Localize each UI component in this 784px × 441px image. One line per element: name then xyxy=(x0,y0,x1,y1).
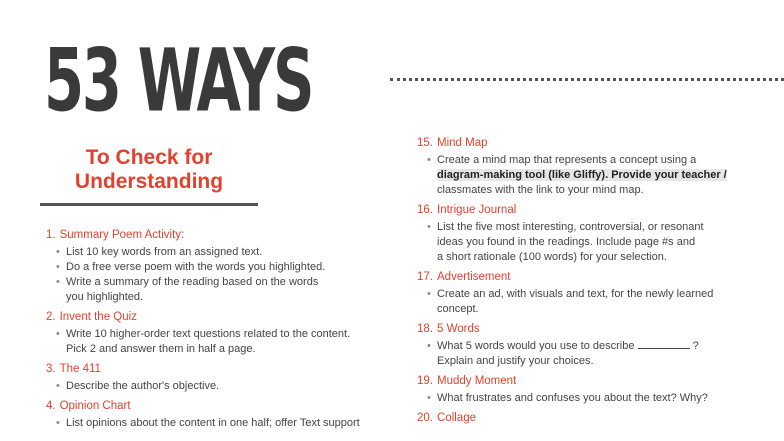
strategy-section xyxy=(417,203,757,265)
list-item xyxy=(46,327,386,357)
item-text: List 10 key words from an assigned text. xyxy=(66,246,263,258)
item-text: Create a mind map that represents a concept using a xyxy=(437,154,697,166)
item-text: Explain and justify your choices. xyxy=(437,355,594,367)
list-item xyxy=(417,287,757,317)
section-title: Intrigue Journal xyxy=(437,204,517,216)
list-item xyxy=(46,275,386,305)
section-heading xyxy=(417,136,757,151)
section-number: 1. xyxy=(46,229,56,241)
bullet-list xyxy=(46,327,386,357)
dotted-divider xyxy=(390,78,784,81)
item-text: ideas you found in the readings. Include page #s and xyxy=(437,236,696,248)
left-column xyxy=(46,228,386,436)
section-number: 2. xyxy=(46,311,56,323)
list-item xyxy=(417,220,757,265)
subtitle-line: Understanding xyxy=(74,170,224,193)
section-heading xyxy=(417,374,757,389)
section-title: Opinion Chart xyxy=(59,400,131,412)
item-text: Create an ad, with visuals and text, for the newly learned xyxy=(437,288,714,300)
item-text: Pick 2 and answer them in half a page. xyxy=(66,343,256,355)
section-number: 3. xyxy=(46,363,56,375)
strategy-section xyxy=(46,228,386,305)
section-number: 4. xyxy=(46,400,56,412)
section-heading xyxy=(417,270,757,285)
section-title: Muddy Moment xyxy=(437,375,517,387)
section-title: Summary Poem Activity: xyxy=(59,229,185,241)
item-text: What frustrates and confuses you about the text? Why? xyxy=(437,392,708,404)
item-text: Write 10 higher-order text questions related to the content. xyxy=(66,328,351,340)
item-text: List the five most interesting, controversial, or resonant xyxy=(437,221,704,233)
section-number: 15. xyxy=(417,137,433,149)
list-item xyxy=(46,416,386,431)
bullet-list xyxy=(46,416,386,431)
strategy-section xyxy=(417,270,757,317)
section-title: Advertisement xyxy=(437,271,511,283)
section-title: Mind Map xyxy=(437,137,488,149)
item-text: a short rationale (100 words) for your selection. xyxy=(437,251,667,263)
list-item xyxy=(417,339,757,369)
item-text: ? xyxy=(692,340,699,352)
bullet-list xyxy=(417,220,757,265)
section-title: 5 Words xyxy=(437,323,480,335)
section-number: 20. xyxy=(417,412,433,424)
item-text: Describe the author's objective. xyxy=(66,380,220,392)
fill-in-blank xyxy=(638,339,690,349)
strategy-section xyxy=(417,374,757,406)
strategy-section xyxy=(417,136,757,198)
item-text: you highlighted. xyxy=(66,291,144,303)
item-text: classmates with the link to your mind map. xyxy=(437,184,644,196)
subtitle-line: To Check for xyxy=(85,146,213,169)
strategy-section xyxy=(417,411,757,426)
list-item xyxy=(417,153,757,198)
page-title: 53 WAYS xyxy=(44,30,313,131)
bullet-list xyxy=(417,287,757,317)
list-item xyxy=(417,391,757,406)
section-heading xyxy=(46,362,386,377)
section-number: 17. xyxy=(417,271,433,283)
section-heading xyxy=(46,310,386,325)
bullet-list xyxy=(46,245,386,305)
section-heading xyxy=(417,411,757,426)
bullet-list xyxy=(417,153,757,198)
item-text: Write a summary of the reading based on the words xyxy=(66,276,319,288)
section-number: 19. xyxy=(417,375,433,387)
bullet-list xyxy=(46,379,386,394)
strategy-section xyxy=(417,322,757,369)
title-underline xyxy=(40,203,258,206)
item-text: List opinions about the content in one half; offer Text support xyxy=(66,417,360,429)
strategy-section xyxy=(46,399,386,431)
section-title: Collage xyxy=(437,412,476,424)
right-column xyxy=(417,136,757,426)
page-subtitle xyxy=(40,146,258,194)
section-heading xyxy=(417,322,757,337)
section-title: The 411 xyxy=(59,363,101,375)
section-title: Invent the Quiz xyxy=(59,311,137,323)
list-item xyxy=(46,260,386,275)
list-item xyxy=(46,245,386,260)
strategy-section xyxy=(46,362,386,394)
highlighted-text: diagram-making tool (like Gliffy). Provide your teacher / xyxy=(437,169,727,181)
item-text: Do a free verse poem with the words you highlighted. xyxy=(66,261,326,273)
section-heading xyxy=(46,228,386,243)
section-heading xyxy=(46,399,386,414)
bullet-list xyxy=(417,391,757,406)
list-item xyxy=(46,379,386,394)
strategy-section xyxy=(46,310,386,357)
bullet-list xyxy=(417,339,757,369)
section-number: 18. xyxy=(417,323,433,335)
item-text: What 5 words would you use to describe xyxy=(437,340,635,352)
section-number: 16. xyxy=(417,204,433,216)
section-heading xyxy=(417,203,757,218)
item-text: concept. xyxy=(437,303,479,315)
